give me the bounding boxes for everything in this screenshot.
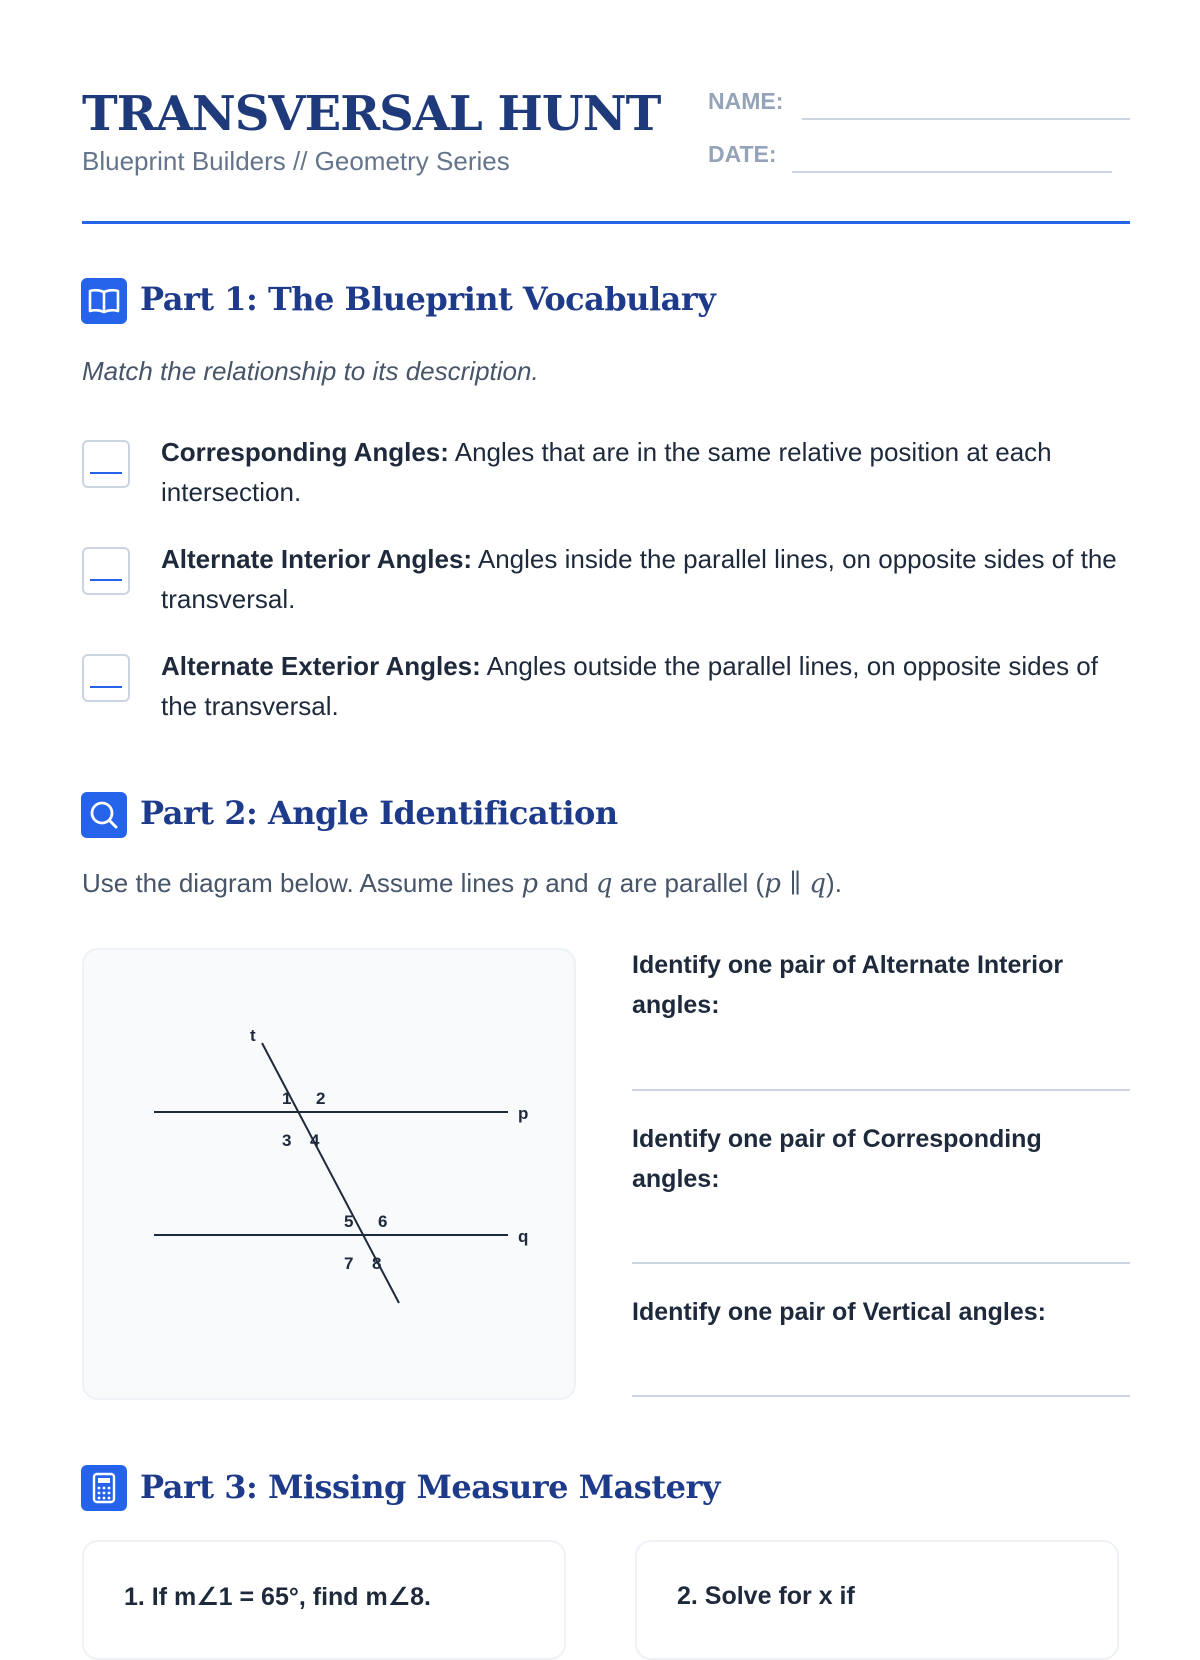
- vocab-term: Corresponding Angles:: [161, 437, 449, 467]
- answer-box[interactable]: [82, 547, 130, 595]
- part2-title: Part 2: Angle Identification: [140, 794, 618, 832]
- name-label: NAME:: [708, 88, 784, 114]
- angle-label-6: 6: [378, 1212, 388, 1231]
- date-label: DATE:: [708, 141, 777, 167]
- answer-box[interactable]: [82, 440, 130, 488]
- worksheet-subtitle: Blueprint Builders // Geometry Series: [82, 146, 510, 176]
- vocab-term: Alternate Interior Angles:: [161, 544, 473, 574]
- angle-label-8: 8: [372, 1254, 382, 1273]
- question-vertical: Identify one pair of Vertical angles:: [632, 1298, 1046, 1326]
- label-q: q: [518, 1227, 529, 1246]
- problem-card: [82, 1540, 566, 1660]
- calculator-icon: [81, 1465, 127, 1511]
- angle-label-5: 5: [344, 1212, 354, 1231]
- angle-label-4: 4: [310, 1131, 320, 1150]
- label-t: t: [250, 1026, 256, 1045]
- problem-card: [635, 1540, 1119, 1660]
- answer-box[interactable]: [82, 654, 130, 702]
- part1-title: Part 1: The Blueprint Vocabulary: [140, 280, 716, 318]
- angle-label-1: 1: [282, 1089, 292, 1108]
- angle-label-7: 7: [344, 1254, 354, 1273]
- date-field[interactable]: [792, 171, 1112, 173]
- answer-line[interactable]: [632, 1395, 1130, 1397]
- answer-line[interactable]: [632, 1262, 1130, 1264]
- answer-line[interactable]: [632, 1089, 1130, 1091]
- angle-label-2: 2: [316, 1089, 326, 1108]
- part2-instruction: Use the diagram below. Assume lines p and q are parallel (p ∥ q).: [82, 868, 842, 899]
- transversal-diagram: [84, 950, 574, 1398]
- worksheet-title: TRANSVERSAL HUNT: [82, 86, 661, 142]
- part3-title: Part 3: Missing Measure Mastery: [140, 1468, 720, 1506]
- vocab-term: Alternate Exterior Angles:: [161, 651, 481, 681]
- angle-label-3: 3: [282, 1131, 292, 1150]
- magnifier-icon: [81, 792, 127, 838]
- header-divider: [82, 221, 1130, 224]
- label-p: p: [518, 1104, 529, 1123]
- vocab-description: Angles inside the parallel lines, on opposite sides of the transversal.: [161, 544, 1117, 614]
- vocab-description: Angles outside the parallel lines, on opposite sides of the transversal.: [161, 651, 1098, 721]
- problem-text: 2. Solve for x if: [677, 1582, 855, 1610]
- book-icon: [81, 278, 127, 324]
- question-alternate-interior: Identify one pair of Alternate Interior angles:: [632, 951, 1064, 1019]
- name-field[interactable]: [802, 118, 1130, 120]
- diagram-card: [82, 948, 576, 1400]
- problem-text: 1. If m∠1 = 65°, find m∠8.: [124, 1583, 431, 1611]
- question-corresponding: Identify one pair of Corresponding angles:: [632, 1125, 1042, 1193]
- part1-instruction: Match the relationship to its description.: [82, 356, 539, 386]
- vocab-description: Angles that are in the same relative position at each intersection.: [161, 437, 1052, 507]
